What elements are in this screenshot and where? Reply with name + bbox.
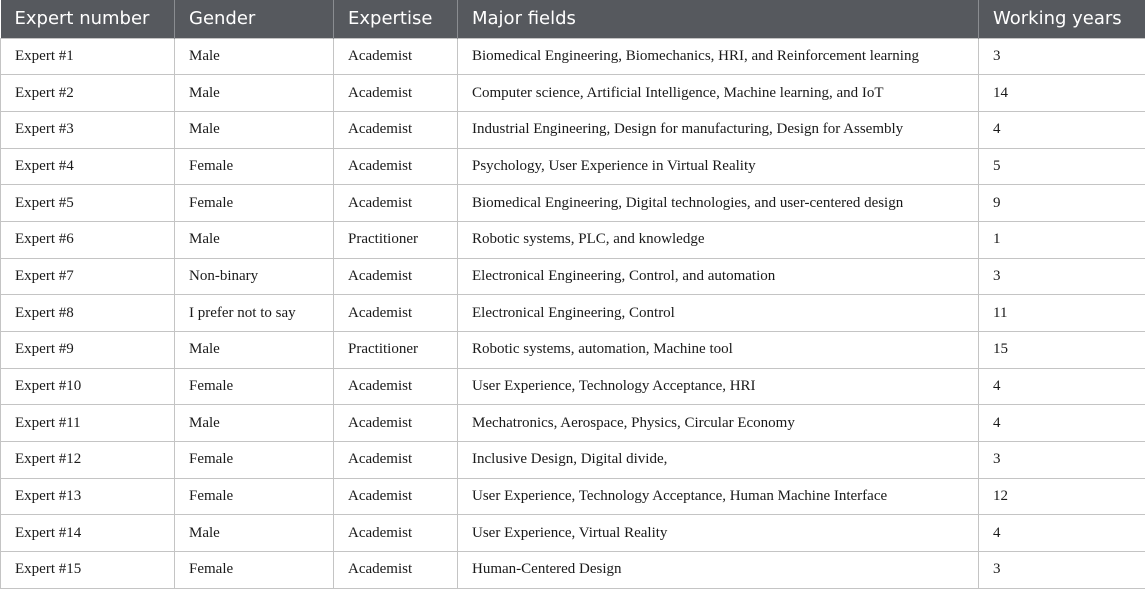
- table-row: [1, 515, 1145, 552]
- cell-major-fields: Mechatronics, Aerospace, Physics, Circular Economy: [458, 405, 979, 442]
- cell-major-fields: Psychology, User Experience in Virtual Reality: [458, 148, 979, 185]
- table-row: [1, 148, 1145, 185]
- cell-gender: Male: [175, 405, 334, 442]
- table-header: [1, 0, 1145, 38]
- cell-gender: Female: [175, 368, 334, 405]
- cell-working-years: 4: [979, 368, 1145, 405]
- cell-expertise: Academist: [334, 295, 458, 332]
- cell-major-fields: User Experience, Technology Acceptance, HRI: [458, 368, 979, 405]
- cell-expert-number: Expert #9: [1, 332, 175, 369]
- cell-working-years: 9: [979, 185, 1145, 222]
- header-working-years: Working years: [979, 0, 1145, 38]
- cell-expert-number: Expert #8: [1, 295, 175, 332]
- cell-gender: Male: [175, 38, 334, 75]
- cell-working-years: 3: [979, 552, 1145, 589]
- cell-major-fields: Biomedical Engineering, Digital technologies, and user-centered design: [458, 185, 979, 222]
- table-row: [1, 368, 1145, 405]
- cell-major-fields: Computer science, Artificial Intelligence, Machine learning, and IoT: [458, 75, 979, 112]
- cell-gender: I prefer not to say: [175, 295, 334, 332]
- cell-expertise: Academist: [334, 75, 458, 112]
- cell-major-fields: Inclusive Design, Digital divide,: [458, 442, 979, 479]
- table-row: [1, 185, 1145, 222]
- cell-major-fields: Robotic systems, automation, Machine tool: [458, 332, 979, 369]
- cell-gender: Male: [175, 332, 334, 369]
- header-gender: Gender: [175, 0, 334, 38]
- table-row: [1, 332, 1145, 369]
- cell-expertise: Academist: [334, 368, 458, 405]
- cell-gender: Female: [175, 442, 334, 479]
- cell-expert-number: Expert #6: [1, 221, 175, 258]
- header-major-fields: Major fields: [458, 0, 979, 38]
- cell-working-years: 14: [979, 75, 1145, 112]
- table-row: [1, 38, 1145, 75]
- cell-major-fields: Industrial Engineering, Design for manufacturing, Design for Assembly: [458, 111, 979, 148]
- cell-major-fields: Biomedical Engineering, Biomechanics, HRI, and Reinforcement learning: [458, 38, 979, 75]
- cell-expertise: Academist: [334, 515, 458, 552]
- table-row: [1, 295, 1145, 332]
- cell-expertise: Practitioner: [334, 332, 458, 369]
- header-expertise: Expertise: [334, 0, 458, 38]
- cell-working-years: 12: [979, 478, 1145, 515]
- table-row: [1, 442, 1145, 479]
- table-row: [1, 75, 1145, 112]
- table-body: [1, 38, 1145, 588]
- cell-gender: Female: [175, 148, 334, 185]
- cell-working-years: 4: [979, 111, 1145, 148]
- cell-working-years: 4: [979, 515, 1145, 552]
- cell-working-years: 4: [979, 405, 1145, 442]
- cell-expertise: Academist: [334, 552, 458, 589]
- cell-gender: Male: [175, 221, 334, 258]
- cell-expert-number: Expert #11: [1, 405, 175, 442]
- cell-expertise: Academist: [334, 38, 458, 75]
- cell-expertise: Academist: [334, 148, 458, 185]
- cell-expertise: Academist: [334, 258, 458, 295]
- cell-working-years: 3: [979, 38, 1145, 75]
- table-row: [1, 221, 1145, 258]
- cell-working-years: 1: [979, 221, 1145, 258]
- cell-gender: Male: [175, 75, 334, 112]
- cell-working-years: 5: [979, 148, 1145, 185]
- table-row: [1, 552, 1145, 589]
- cell-expert-number: Expert #5: [1, 185, 175, 222]
- cell-expert-number: Expert #13: [1, 478, 175, 515]
- cell-working-years: 3: [979, 258, 1145, 295]
- cell-major-fields: User Experience, Virtual Reality: [458, 515, 979, 552]
- cell-gender: Male: [175, 515, 334, 552]
- cell-expertise: Academist: [334, 405, 458, 442]
- header-expert-number: Expert number: [1, 0, 175, 38]
- cell-working-years: 15: [979, 332, 1145, 369]
- cell-gender: Female: [175, 552, 334, 589]
- cell-expert-number: Expert #15: [1, 552, 175, 589]
- cell-expertise: Academist: [334, 442, 458, 479]
- cell-working-years: 3: [979, 442, 1145, 479]
- table-row: [1, 111, 1145, 148]
- cell-major-fields: Electronical Engineering, Control, and automation: [458, 258, 979, 295]
- cell-expertise: Academist: [334, 478, 458, 515]
- cell-expertise: Academist: [334, 185, 458, 222]
- cell-gender: Male: [175, 111, 334, 148]
- table-row: [1, 258, 1145, 295]
- table-row: [1, 405, 1145, 442]
- cell-expert-number: Expert #14: [1, 515, 175, 552]
- header-row: [1, 0, 1145, 38]
- cell-major-fields: User Experience, Technology Acceptance, Human Machine Interface: [458, 478, 979, 515]
- cell-expert-number: Expert #10: [1, 368, 175, 405]
- cell-major-fields: Human-Centered Design: [458, 552, 979, 589]
- cell-gender: Non-binary: [175, 258, 334, 295]
- cell-expert-number: Expert #3: [1, 111, 175, 148]
- cell-expert-number: Expert #2: [1, 75, 175, 112]
- cell-gender: Female: [175, 478, 334, 515]
- cell-expertise: Practitioner: [334, 221, 458, 258]
- cell-gender: Female: [175, 185, 334, 222]
- cell-working-years: 11: [979, 295, 1145, 332]
- cell-expert-number: Expert #12: [1, 442, 175, 479]
- cell-expert-number: Expert #1: [1, 38, 175, 75]
- cell-major-fields: Electronical Engineering, Control: [458, 295, 979, 332]
- table-row: [1, 478, 1145, 515]
- cell-expertise: Academist: [334, 111, 458, 148]
- cell-expert-number: Expert #4: [1, 148, 175, 185]
- cell-expert-number: Expert #7: [1, 258, 175, 295]
- cell-major-fields: Robotic systems, PLC, and knowledge: [458, 221, 979, 258]
